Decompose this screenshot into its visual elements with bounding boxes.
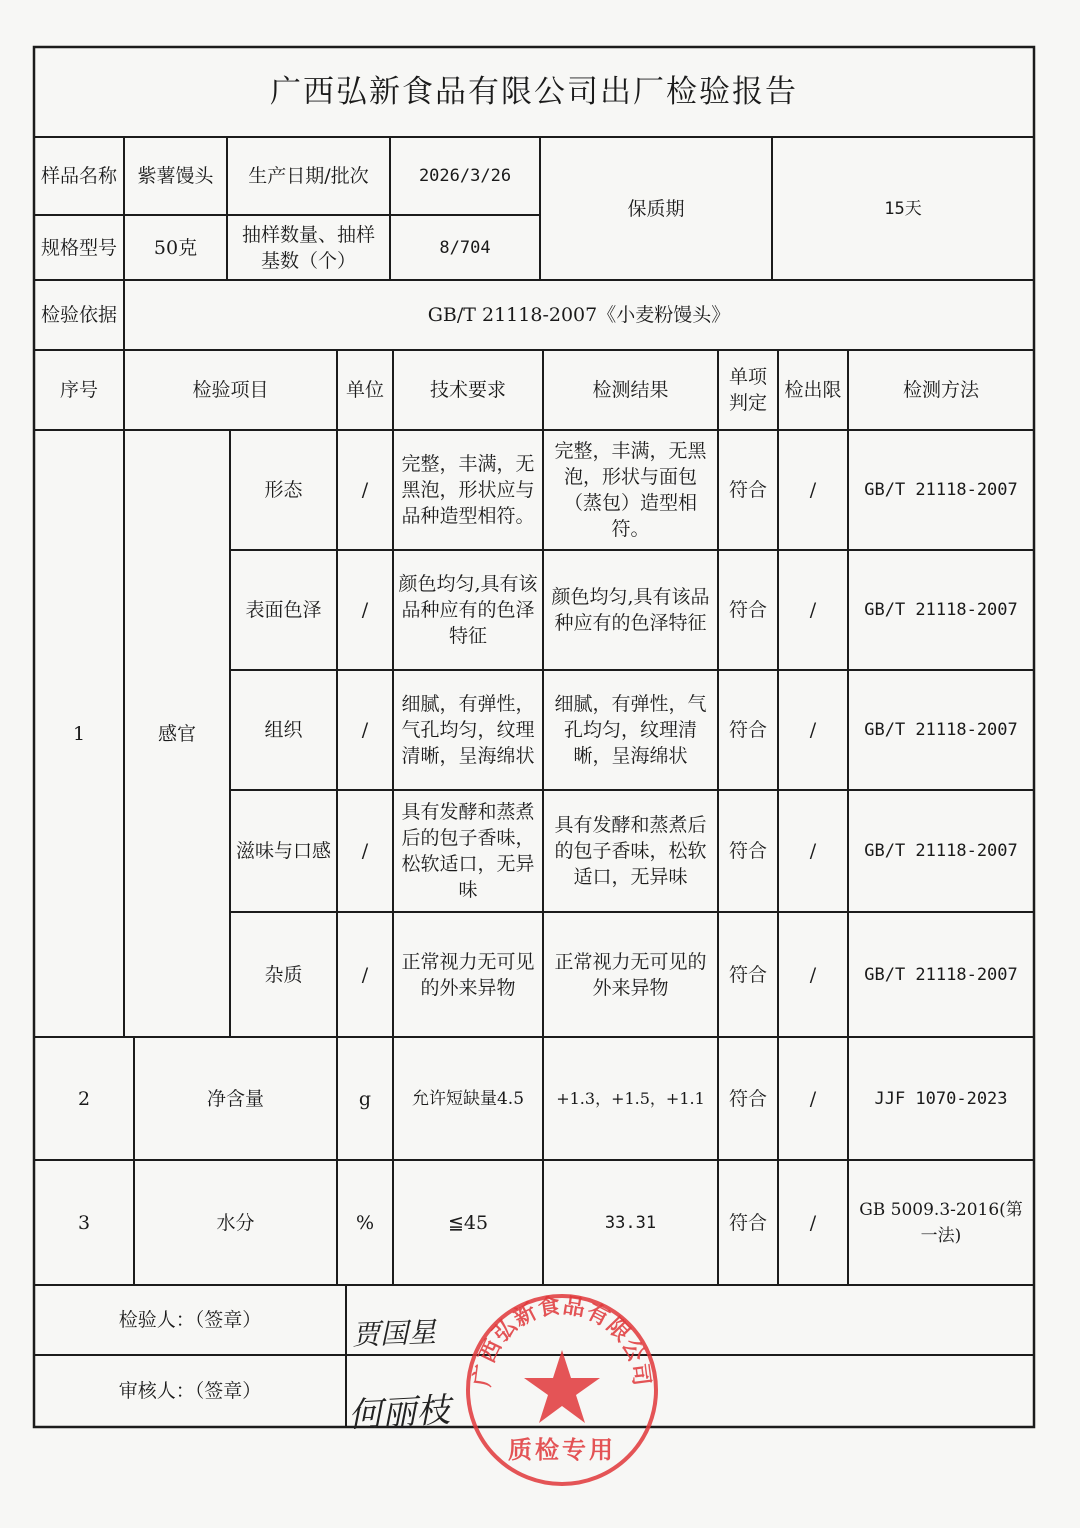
judgement-value: 符合 bbox=[728, 840, 767, 862]
star-icon bbox=[524, 1350, 600, 1423]
item-name: 水分 bbox=[216, 1211, 255, 1234]
basis-value: GB/T 21118-2007《小麦粉馒头》 bbox=[427, 304, 731, 326]
sensory-item: 表面色泽 bbox=[245, 599, 322, 621]
requirement-value: 完整，丰满，无黑泡，形状应与品种造型相符。 bbox=[401, 453, 535, 527]
judgement-value: 符合 bbox=[728, 599, 767, 621]
requirement-value: 细腻，有弹性，气孔均匀，纹理清晰，呈海绵状 bbox=[401, 693, 535, 767]
group1-no: 1 bbox=[72, 722, 86, 745]
requirement-value: ≦45 bbox=[447, 1211, 489, 1234]
result-value: 颜色均匀,具有该品种应有的色泽特征 bbox=[551, 586, 710, 634]
reviewer-label: 审核人：（签章） bbox=[118, 1380, 262, 1402]
sensory-item: 组织 bbox=[264, 719, 303, 741]
judgement-value: 符合 bbox=[728, 963, 767, 986]
col-method: 检测方法 bbox=[902, 379, 979, 401]
judgement-value: 符合 bbox=[728, 1211, 767, 1234]
report-title: 广西弘新食品有限公司出厂检验报告 bbox=[270, 74, 798, 110]
judgement-value: 符合 bbox=[728, 1087, 767, 1110]
method-value: GB/T 21118-2007 bbox=[864, 841, 1018, 861]
unit-value: % bbox=[355, 1211, 375, 1234]
col-limit: 检出限 bbox=[784, 379, 842, 401]
col-unit: 单位 bbox=[345, 379, 384, 401]
limit-value: / bbox=[809, 963, 817, 986]
unit-value: / bbox=[361, 479, 369, 501]
seal-subtext: 质检专用 bbox=[508, 1436, 616, 1464]
unit-value: g bbox=[358, 1087, 372, 1110]
method-value: GB/T 21118-2007 bbox=[864, 480, 1018, 500]
method-value: GB/T 21118-2007 bbox=[864, 600, 1018, 620]
unit-value: / bbox=[361, 719, 369, 741]
company-seal bbox=[462, 1290, 662, 1490]
sample-name-value: 紫薯馒头 bbox=[137, 165, 214, 187]
limit-value: / bbox=[809, 599, 817, 621]
requirement-value: 颜色均匀,具有该品种应有的色泽特征 bbox=[398, 573, 538, 647]
sampling-label: 抽样数量、抽样基数（个） bbox=[241, 223, 375, 272]
col-item: 检验项目 bbox=[192, 379, 269, 401]
result-value: +1.3，+1.5，+1.1 bbox=[556, 1088, 705, 1108]
seal-text: 广西弘新食品有限公司 bbox=[470, 1293, 654, 1389]
requirement-value: 允许短缺量4.5 bbox=[411, 1088, 525, 1109]
col-judgement: 单项判定 bbox=[728, 366, 767, 414]
unit-value: / bbox=[361, 963, 369, 986]
limit-value: / bbox=[809, 1087, 817, 1110]
method-value: GB 5009.3-2016(第一法) bbox=[859, 1199, 1023, 1246]
shelf-life-value: 15天 bbox=[884, 198, 922, 219]
limit-value: / bbox=[809, 840, 817, 862]
prod-date-label: 生产日期/批次 bbox=[248, 165, 369, 187]
item-name: 净含量 bbox=[206, 1087, 264, 1110]
col-result: 检测结果 bbox=[592, 379, 669, 401]
limit-value: / bbox=[809, 719, 817, 741]
limit-value: / bbox=[809, 479, 817, 501]
sensory-item: 滋味与口感 bbox=[235, 840, 331, 862]
shelf-life-label: 保质期 bbox=[627, 197, 685, 220]
method-value: JJF 1070-2023 bbox=[874, 1088, 1008, 1109]
row-no: 3 bbox=[77, 1211, 91, 1234]
reviewer-signature: 何丽枝 bbox=[347, 1390, 452, 1436]
result-value: 正常视力无可见的外来异物 bbox=[554, 950, 707, 999]
judgement-value: 符合 bbox=[728, 479, 767, 501]
requirement-value: 正常视力无可见的外来异物 bbox=[401, 950, 535, 999]
result-value: 具有发酵和蒸煮后的包子香味，松软适口，无异味 bbox=[554, 814, 707, 888]
result-value: 33.31 bbox=[604, 1212, 657, 1233]
limit-value: / bbox=[809, 1211, 817, 1234]
spec-value: 50克 bbox=[153, 236, 198, 259]
unit-value: / bbox=[361, 840, 369, 862]
group1-name: 感官 bbox=[157, 722, 196, 745]
unit-value: / bbox=[361, 599, 369, 621]
inspector-label: 检验人：（签章） bbox=[118, 1309, 262, 1331]
requirement-value: 具有发酵和蒸煮后的包子香味，松软适口，无异味 bbox=[401, 801, 535, 901]
prod-date-value: 2026/3/26 bbox=[418, 166, 512, 186]
col-requirement: 技术要求 bbox=[429, 379, 506, 401]
spec-label: 规格型号 bbox=[40, 236, 117, 259]
basis-label: 检验依据 bbox=[40, 304, 117, 326]
judgement-value: 符合 bbox=[728, 719, 767, 741]
sensory-item: 形态 bbox=[264, 479, 303, 501]
method-value: GB/T 21118-2007 bbox=[864, 720, 1018, 740]
col-no: 序号 bbox=[59, 379, 98, 401]
sample-name-label: 样品名称 bbox=[40, 165, 117, 187]
inspector-signature: 贾国星 bbox=[351, 1315, 437, 1352]
result-value: 完整，丰满，无黑泡，形状与面包（蒸包）造型相符。 bbox=[554, 440, 707, 540]
row-no: 2 bbox=[77, 1087, 91, 1110]
result-value: 细腻，有弹性，气孔均匀，纹理清晰，呈海绵状 bbox=[554, 693, 707, 767]
method-value: GB/T 21118-2007 bbox=[864, 964, 1018, 985]
sensory-item: 杂质 bbox=[264, 963, 303, 986]
sampling-value: 8/704 bbox=[439, 237, 491, 258]
